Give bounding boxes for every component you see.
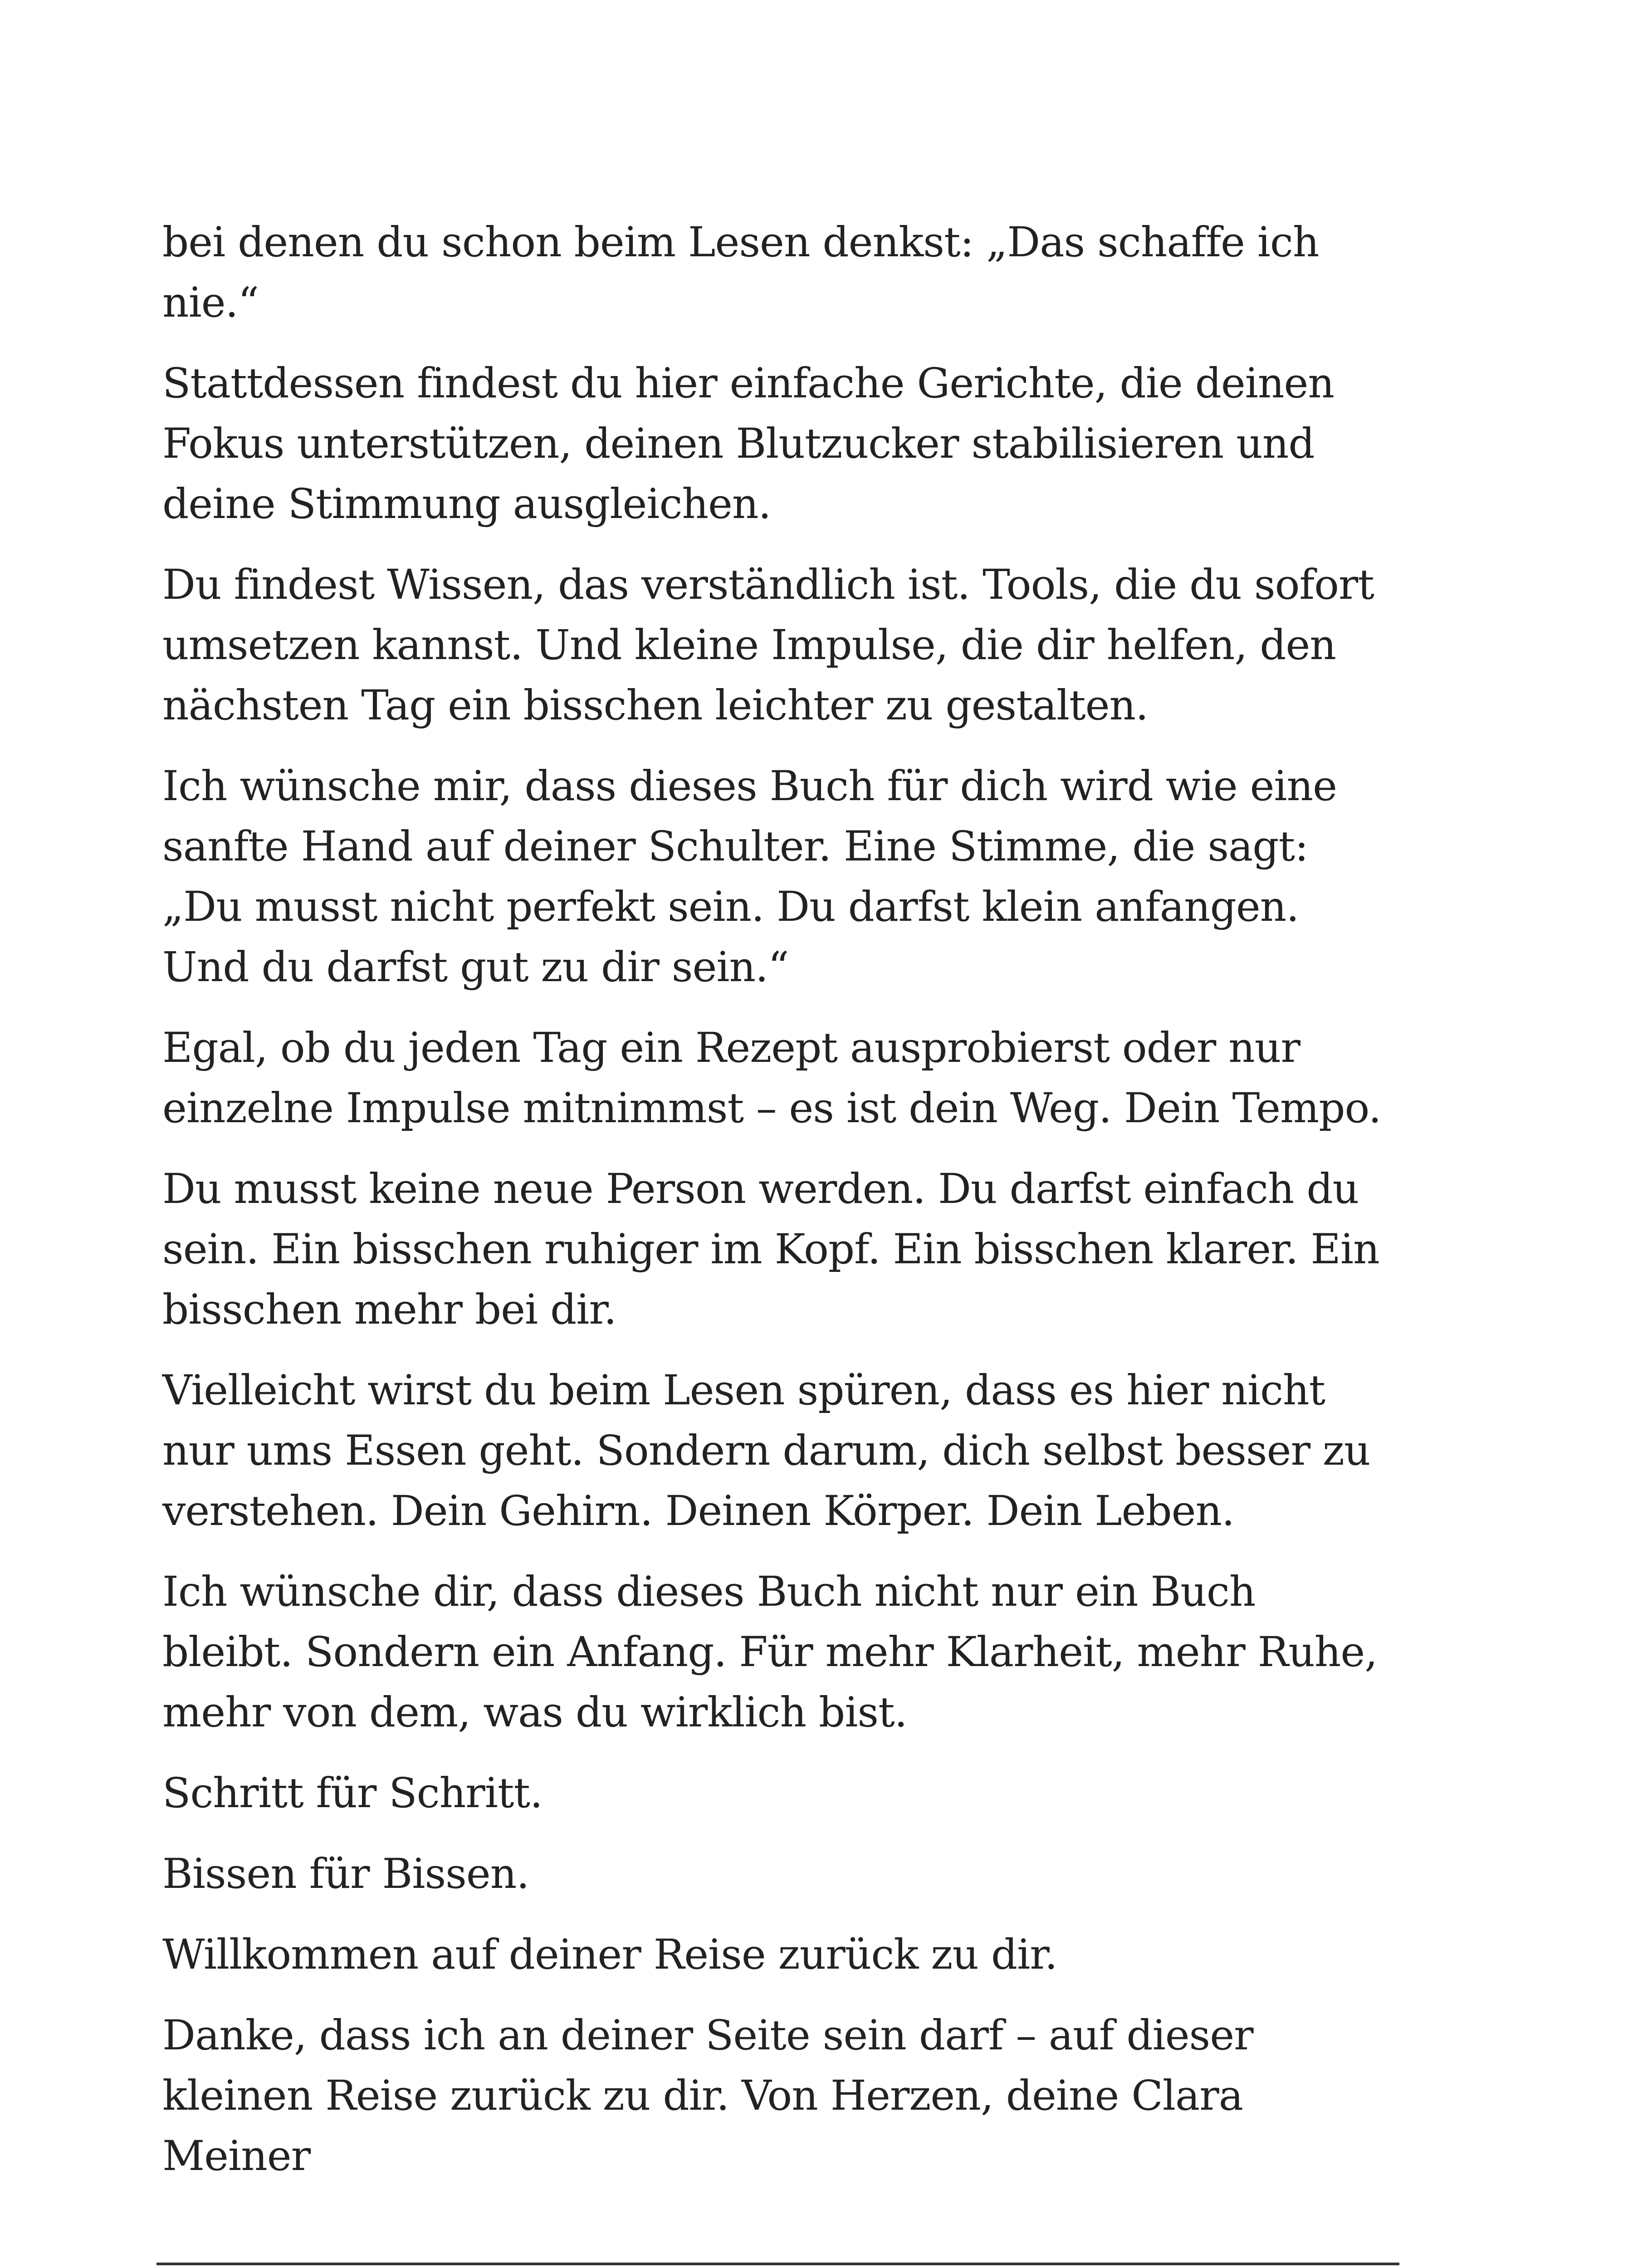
paragraph: bei denen du schon beim Lesen denkst: „Das schaffe ich nie.“ bbox=[162, 219, 1319, 327]
paragraph: Willkommen auf deiner Reise zurück zu dir. bbox=[162, 1931, 1057, 1979]
paragraph: Ich wünsche dir, dass dieses Buch nicht nur ein Buch bleibt. Sondern ein Anfang. Für mehr Klarheit, mehr Ruhe, mehr von dem, was du wirklich bist. bbox=[162, 1568, 1378, 1736]
paragraph: Schritt für Schritt. bbox=[162, 1769, 543, 1817]
paragraph: Egal, ob du jeden Tag ein Rezept ausprobierst oder nur einzelne Impulse mitnimmst – es ist dein Weg. Dein Tempo. bbox=[162, 1024, 1381, 1132]
paragraph: Ich wünsche mir, dass dieses Buch für dich wird wie eine sanfte Hand auf deiner Schulter. Eine Stimme, die sagt: „Du musst nicht perfekt sein. Du darfst klein anfangen. Und du darfst gut zu dir sein.“ bbox=[162, 763, 1337, 991]
paragraph: Danke, dass ich an deiner Seite sein darf – auf dieser kleinen Reise zurück zu dir. Von Herzen, deine Clara Meiner bbox=[162, 2012, 1253, 2180]
body-text bbox=[162, 212, 1396, 2207]
footer-divider bbox=[156, 2263, 1399, 2265]
paragraph: Bissen für Bissen. bbox=[162, 1850, 529, 1898]
paragraph: Du findest Wissen, das verständlich ist. Tools, die du sofort umsetzen kannst. Und kleine Impulse, die dir helfen, den nächsten Tag ein bisschen leichter zu gestalten. bbox=[162, 561, 1374, 729]
paragraph: Stattdessen findest du hier einfache Gerichte, die deinen Fokus unterstützen, deinen Blutzucker stabilisieren und deine Stimmung ausgleichen. bbox=[162, 360, 1334, 528]
paragraph: Du musst keine neue Person werden. Du darfst einfach du sein. Ein bisschen ruhiger im Kopf. Ein bisschen klarer. Ein bisschen mehr bei dir. bbox=[162, 1165, 1379, 1334]
paragraph: Vielleicht wirst du beim Lesen spüren, dass es hier nicht nur ums Essen geht. Sondern darum, dich selbst besser zu verstehen. Dein Gehirn. Deinen Körper. Dein Leben. bbox=[162, 1367, 1370, 1535]
